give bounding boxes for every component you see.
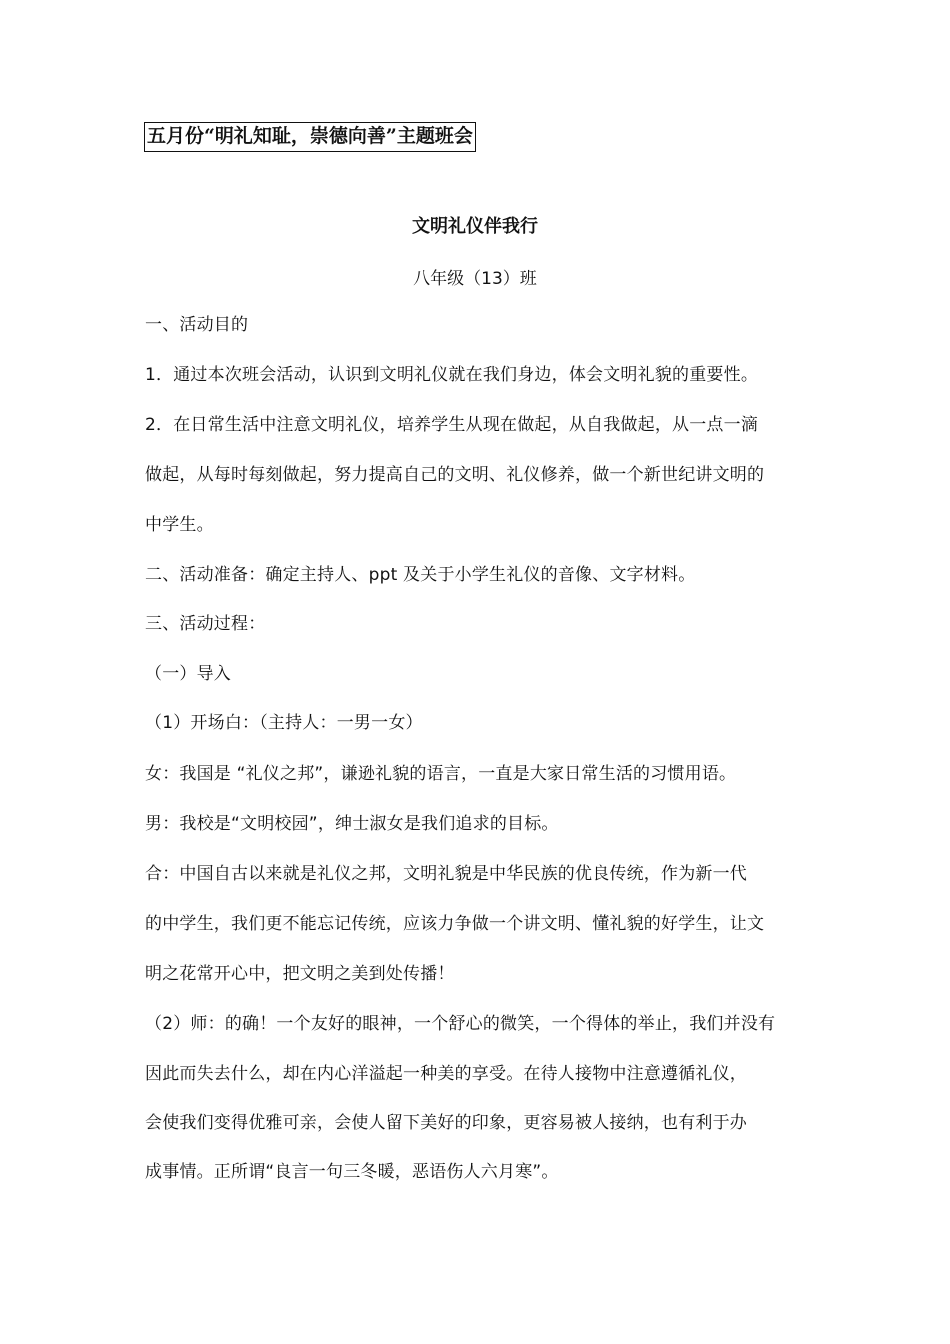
paragraph-line: 做起，从每时每刻做起，努力提高自己的文明、礼仪修养，做一个新世纪讲文明的 [145,465,765,485]
paragraph-line: 明之花常开心中，把文明之美到处传播！ [145,964,455,984]
paragraph-line: 会使我们变得优雅可亲，会使人留下美好的印象，更容易被人接纳，也有利于办 [145,1113,747,1133]
paragraph-line: 的中学生，我们更不能忘记传统，应该力争做一个讲文明、懂礼貌的好学生，让文 [145,914,765,934]
paragraph-line: 中学生。 [145,515,214,535]
class-name: 八年级（13）班 [413,269,537,289]
paragraph-line: 男：我校是“文明校园”，绅士淑女是我们追求的目标。 [145,814,559,834]
paragraph-line: （1）开场白：（主持人：一男一女） [145,713,423,733]
paragraph-line: 女：我国是 “礼仪之邦”，谦逊礼貌的语言，一直是大家日常生活的习惯用语。 [145,764,737,784]
paragraph-line: 2．在日常生活中注意文明礼仪，培养学生从现在做起，从自我做起，从一点一滴 [145,415,759,435]
paragraph-line: 成事情。正所谓“良言一句三冬暖，恶语伤人六月寒”。 [145,1162,559,1182]
paragraph-line: 因此而失去什么，却在内心洋溢起一种美的享受。在待人接物中注意遵循礼仪， [145,1064,747,1084]
paragraph-line: （2）师：的确！一个友好的眼神，一个舒心的微笑，一个得体的举止，我们并没有 [145,1014,776,1034]
paragraph-line: 合：中国自古以来就是礼仪之邦，文明礼貌是中华民族的优良传统，作为新一代 [145,864,747,884]
paragraph-line: 1．通过本次班会活动，认识到文明礼仪就在我们身边，体会文明礼貌的重要性。 [145,365,759,385]
subsection-heading-intro: （一）导入 [145,664,231,684]
section-heading-preparation: 二、活动准备：确定主持人、ppt 及关于小学生礼仪的音像、文字材料。 [145,565,696,585]
document-title [0,212,950,238]
header-title: 五月份“明礼知耻，崇德向善”主题班会 [144,122,476,152]
section-heading-purpose: 一、活动目的 [145,315,249,335]
document-title-text: 文明礼仪伴我行 [412,216,538,237]
section-heading-process: 三、活动过程： [145,614,266,634]
